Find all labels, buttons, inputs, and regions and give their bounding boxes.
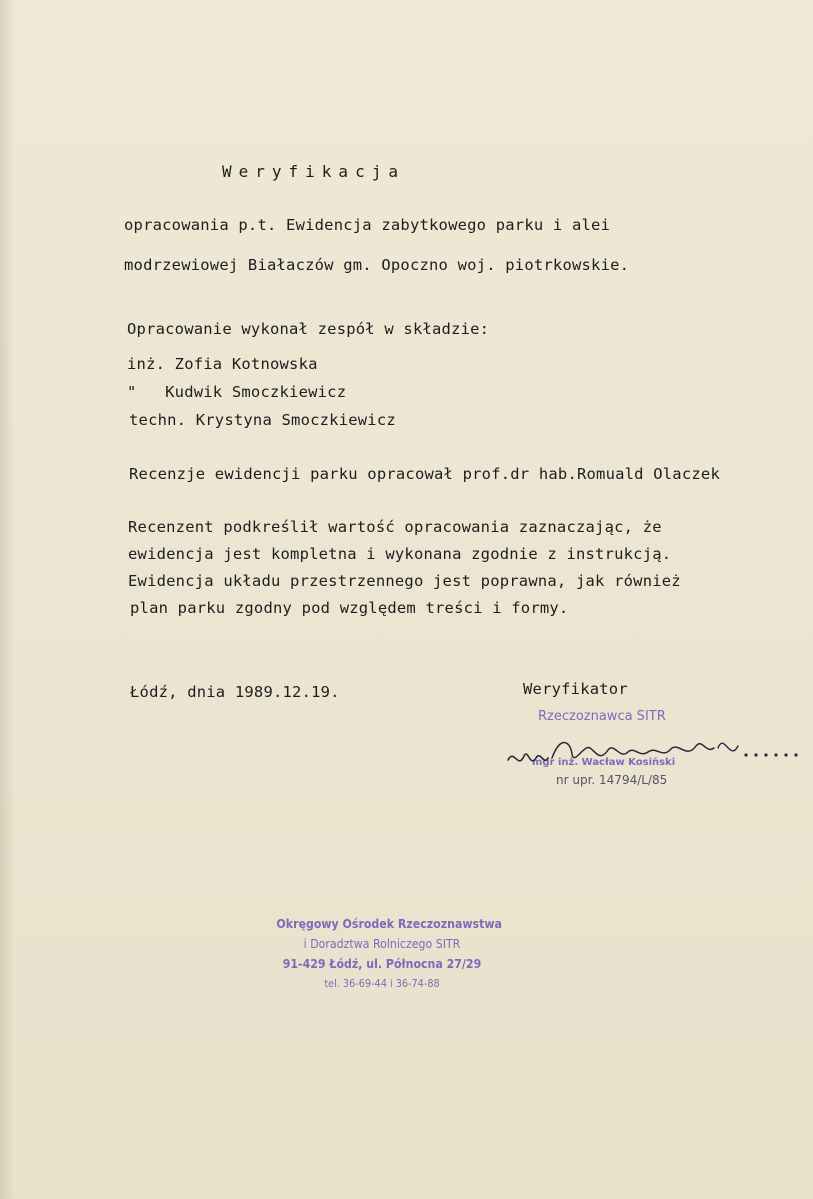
team-member-3: techn. Krystyna Smoczkiewicz — [129, 411, 396, 429]
intro-line-2: modrzewiowej Białaczów gm. Opoczno woj. piotrkowskie. — [124, 256, 630, 274]
office-stamp-line-3: 91-429 Łódź, ul. Północna 27/29 — [282, 956, 482, 971]
review-paragraph-line-4: plan parku zgodny pod względem treści i formy. — [130, 599, 569, 617]
office-stamp-line-2: i Doradztwa Rolniczego SITR — [303, 936, 461, 951]
office-stamp — [262, 914, 502, 994]
team-member-1: inż. Zofia Kotnowska — [127, 355, 318, 373]
signature-stamp-line-2: mgr inż. Wacław Kosiński — [532, 757, 676, 768]
office-stamp-line-4: tel. 36-69-44 i 36-74-88 — [324, 977, 440, 990]
team-heading: Opracowanie wykonał zespół w składzie: — [127, 320, 490, 338]
document-title: Weryfikacja — [222, 162, 405, 181]
place-date: Łódź, dnia 1989.12.19. — [130, 683, 340, 701]
office-stamp-line-1: Okręgowy Ośrodek Rzeczoznawstwa — [276, 916, 502, 931]
review-paragraph-line-3: Ewidencja układu przestrzennego jest poprawna, jak również — [128, 572, 681, 590]
verifier-label: Weryfikator — [523, 680, 628, 698]
page-edge-shadow — [0, 0, 14, 1199]
handwritten-signature — [500, 718, 813, 788]
signature-stamp-line-1: Rzeczoznawca SITR — [538, 709, 666, 724]
review-paragraph-line-2: ewidencja jest kompletna i wykonana zgodnie z instrukcją. — [128, 545, 672, 563]
intro-line-1: opracowania p.t. Ewidencja zabytkowego parku i alei — [124, 216, 611, 234]
review-line: Recenzje ewidencji parku opracował prof.dr hab.Romuald Olaczek — [129, 465, 720, 483]
team-member-2: " Kudwik Smoczkiewicz — [127, 383, 347, 401]
review-paragraph-line-1: Recenzent podkreślił wartość opracowania zaznaczając, że — [128, 518, 662, 536]
signature-stamp-line-3: nr upr. 14794/L/85 — [556, 773, 668, 787]
